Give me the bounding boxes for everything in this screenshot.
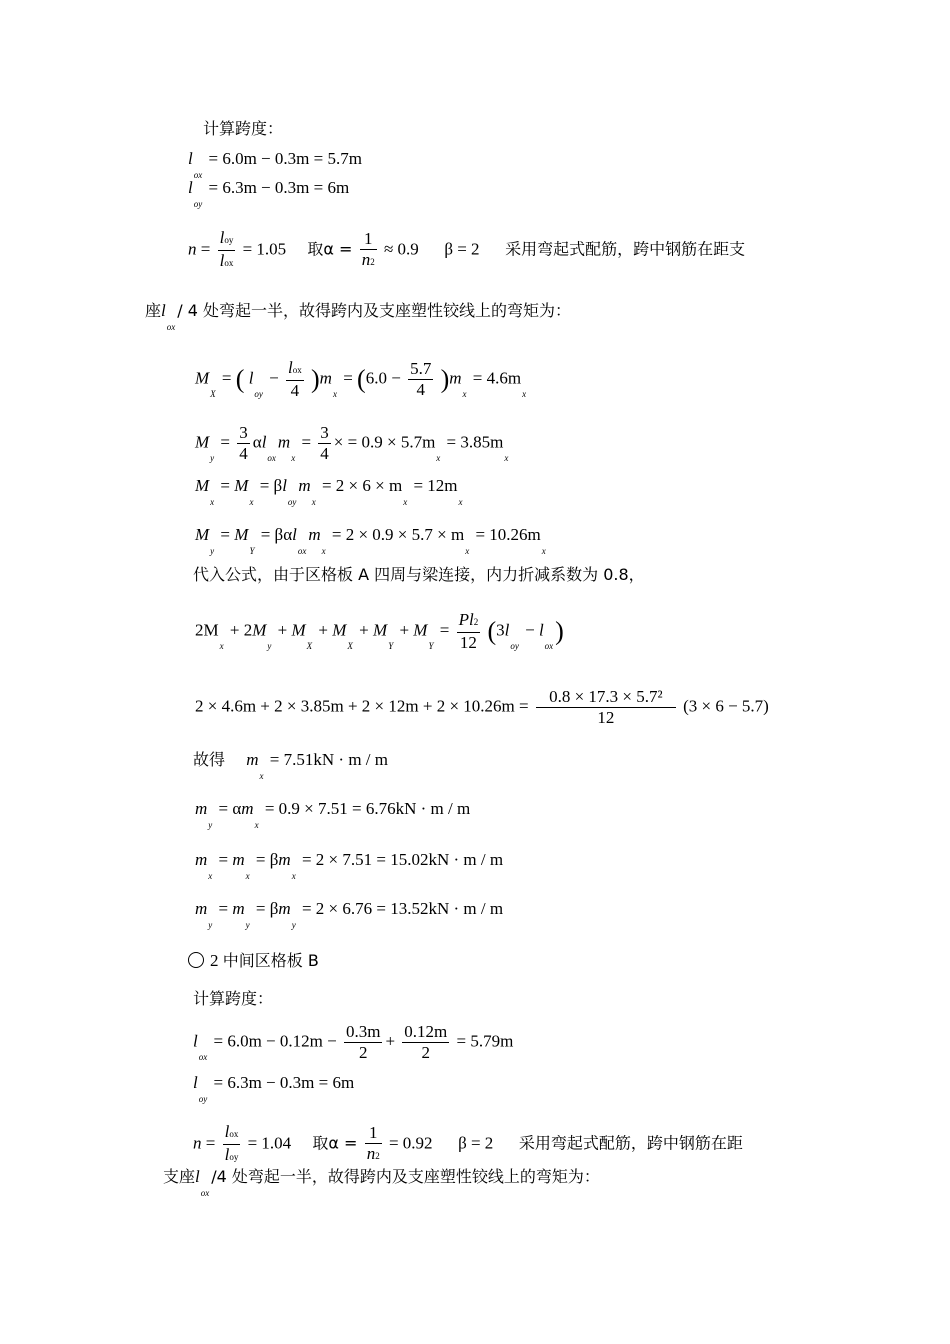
lox-equation-a: $l_{ox} = 6.0m - 0.3m = 5.7m$ <box>188 149 362 180</box>
mx-prime-result: $m_x = m_x = \beta m_x = 2 \times 7.51 = 15.02kN \cdot m / m$ <box>195 850 504 881</box>
circle-marker-icon <box>188 952 204 968</box>
ratio-line-b: n = $\frac{\text{lox}}{\text{loy}}$ = 1.04 取α = $\frac{1}{n2}$ = 0.92 β = 2 采用弯起式配筋，跨中钢筋在距 <box>193 1122 743 1164</box>
Mx-equation: $M_X$ = ( $l_{oy}$ − $\frac{\text{lox}}{4}$ )$m_x = (6.0$ − $\frac{5.7}{4}$ )$m_x = 4.6m_x$ <box>195 358 527 400</box>
n-fraction: $\frac{\text{loy}}{\text{lox}}$ <box>219 228 234 270</box>
section-b-heading: 2 中间区格板 B <box>188 950 319 972</box>
My-prime-equation: $M_y = M_Y = \beta\alpha l_{ox}m_x = 2 \times 0.9 \times 5.7 \times m_x = 10.26m_x$ <box>195 525 546 556</box>
lox-equation-b: $l_{ox} = 6.0m - 0.12m$ − $\frac{0.3m}{2}$ + $\frac{0.12m}{2}$ = 5.79m <box>193 1022 514 1063</box>
span-heading-a: 计算跨度： <box>203 119 284 138</box>
alpha-fraction: $\frac{1}{n2}$ <box>361 229 375 269</box>
mx-result: 故得 $m_x = 7.51kN \cdot m / m$ <box>193 750 388 781</box>
my-prime-result: $m_y = m_y = \beta m_y = 2 \times 6.76 = 13.52kN \cdot m / m$ <box>195 899 504 930</box>
my-result: $m_y = \alpha m_x = 0.9 \times 7.51 = 6.76kN \cdot m / m$ <box>195 799 471 830</box>
loy-equation-b: $l_{oy} = 6.3m - 0.3m = 6m$ <box>193 1073 355 1104</box>
continuation-a: 座$l_{ox}/$ 4 处弯起一半，故得跨内及支座塑性铰线上的弯矩为： <box>145 301 571 332</box>
numeric-equation: 2 × 4.6m + 2 × 3.85m + 2 × 12m + 2 × 10.26m = $\frac{\text{0.8 × 17.3 × 5.7²}}{12}$ (3 × 6 − 5.7) <box>195 687 769 727</box>
ratio-line-a: n = $\frac{\text{loy}}{\text{lox}}$ = 1.05 取α = $\frac{1}{n2}$ ≈ 0.9 β = 2 采用弯起式配筋，跨中钢筋在距支 <box>188 228 745 273</box>
span-heading-b: 计算跨度： <box>193 989 274 1008</box>
substitute-text: 代入公式，由于区格板 A 四周与梁连接，内力折减系数为 0.8， <box>193 565 645 584</box>
continuation-b: 支座$l_{ox}/4$ 处弯起一半，故得跨内及支座塑性铰线上的弯矩为： <box>163 1167 600 1198</box>
loy-equation-a: $l_{oy} = 6.3m - 0.3m = 6m$ <box>188 178 350 209</box>
My-equation: $M_y$ = $\frac{3}{4}$ $\alpha l_{ox}m_x$ = $\frac{3}{4}$ × = $0.9 \times 5.7m_x = 3.85m_x$ <box>195 423 509 464</box>
Mx-prime-equation: $M_x = M_x = \beta l_{oy}m_x = 2 \times 6 \times m_x = 12m_x$ <box>195 476 463 507</box>
general-formula: $2M_x + 2M_y + M_X + M_X + M_Y + M_Y$ = $\frac{Pl2}{12}$ $(3l_{oy} - l_{ox})$ <box>195 610 564 652</box>
